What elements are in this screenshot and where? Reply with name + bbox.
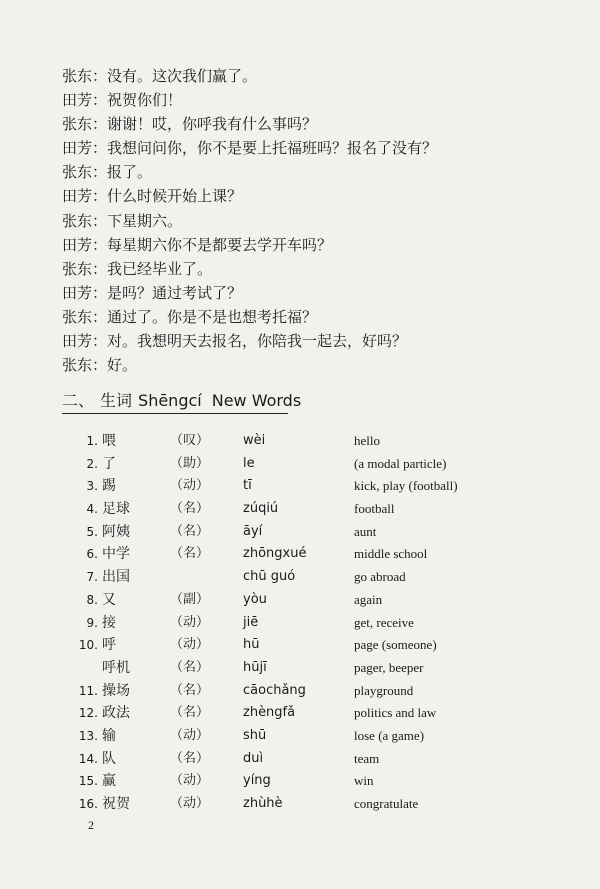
dialogue-line xyxy=(62,305,437,329)
vocab-english: lose (a game) xyxy=(354,727,425,743)
vocab-pos: （动） xyxy=(170,773,210,789)
dialogue-line xyxy=(62,329,437,353)
vocab-word: 输 xyxy=(102,727,116,744)
line-text: 谢谢！哎，你呼我有什么事吗？ xyxy=(107,115,318,134)
vocab-english: again xyxy=(354,591,383,607)
vocab-number: 9. xyxy=(86,615,98,630)
dialogue-line xyxy=(62,112,437,136)
line-text: 通过了。你是不是也想考托福？ xyxy=(107,307,318,326)
vocab-number: 6. xyxy=(86,547,98,562)
speaker: 张东： xyxy=(62,259,108,278)
line-text: 对。我想明天去报名，你陪我一起去，好吗？ xyxy=(107,332,408,351)
speaker: 张东： xyxy=(62,307,108,326)
vocab-number: 8. xyxy=(86,592,98,607)
vocab-pos: （动） xyxy=(170,614,210,630)
vocab-english: team xyxy=(354,750,380,766)
vocab-english: hello xyxy=(354,433,380,448)
vocab-word: 又 xyxy=(102,591,116,608)
section-title: 生词 xyxy=(100,391,133,410)
vocab-pinyin: āyí xyxy=(243,523,263,539)
vocab-word: 阿姨 xyxy=(102,523,130,540)
vocab-english: aunt xyxy=(354,523,377,539)
vocab-english: politics and law xyxy=(354,705,437,721)
vocab-number: 7. xyxy=(86,570,98,585)
vocab-number: 14. xyxy=(78,751,98,766)
vocab-english: middle school xyxy=(354,546,428,562)
vocab-english: page (someone) xyxy=(354,637,437,653)
dialogue-line xyxy=(62,184,437,208)
vocab-pinyin: chū guó xyxy=(243,569,296,585)
vocab-number: 11. xyxy=(78,683,98,698)
vocab-english: kick, play (football) xyxy=(354,478,458,494)
vocab-pos: （助） xyxy=(170,455,210,471)
vocab-pinyin: le xyxy=(243,455,255,471)
speaker: 张东： xyxy=(62,211,108,230)
line-text: 什么时候开始上课？ xyxy=(107,187,243,206)
dialogue-line xyxy=(62,136,437,160)
vocab-pinyin: zhōngxué xyxy=(243,546,307,562)
speaker: 田芳： xyxy=(62,283,108,302)
line-text: 我已经毕业了。 xyxy=(107,259,213,278)
page-number: 2 xyxy=(88,818,94,832)
vocab-pinyin: shū xyxy=(243,727,267,743)
vocab-pos: （名） xyxy=(170,750,210,766)
vocab-pinyin: zúqiú xyxy=(243,501,279,517)
vocab-pos: （动） xyxy=(170,478,210,494)
vocab-word: 呼机 xyxy=(102,659,130,676)
section-pinyin: Shēngcí xyxy=(138,391,202,410)
vocab-number: 2. xyxy=(86,456,98,471)
speaker: 张东： xyxy=(62,356,108,375)
vocab-word: 祝贺 xyxy=(102,796,130,812)
vocab-english: win xyxy=(354,773,374,789)
speaker: 张东： xyxy=(62,163,108,182)
vocab-english: pager, beeper xyxy=(354,659,424,675)
vocab-pos: （动） xyxy=(170,637,210,653)
vocab-word: 了 xyxy=(102,455,116,472)
vocab-pinyin: jiē xyxy=(243,614,259,630)
vocab-pos: （叹） xyxy=(170,433,210,448)
vocab-pinyin: zhèngfǎ xyxy=(243,705,296,721)
vocab-word: 呼 xyxy=(102,637,116,654)
vocab-word: 出国 xyxy=(102,569,130,586)
line-text: 报了。 xyxy=(107,163,153,182)
speaker: 田芳： xyxy=(62,187,108,206)
vocab-english: congratulate xyxy=(354,796,419,811)
vocab-english: (a modal particle) xyxy=(354,455,447,471)
vocab-pos: （副） xyxy=(170,591,210,607)
vocab-pinyin: yíng xyxy=(243,773,271,789)
vocab-word: 足球 xyxy=(102,501,130,518)
vocab-number: 4. xyxy=(86,502,98,517)
vocab-pinyin: zhùhè xyxy=(243,796,283,811)
vocab-english: go abroad xyxy=(354,569,406,585)
vocab-number: 3. xyxy=(86,479,98,494)
vocab-pinyin: yòu xyxy=(243,591,267,607)
vocab-number: 5. xyxy=(86,524,98,539)
vocab-word: 踢 xyxy=(102,478,116,495)
dialogue-line xyxy=(62,281,437,305)
dialogue-line xyxy=(62,257,437,281)
line-text: 我想问问你，你不是要上托福班吗？报名了没有？ xyxy=(107,139,438,158)
vocab-pinyin: wèi xyxy=(243,433,266,448)
vocab-word: 喂 xyxy=(102,433,116,449)
vocab-number: 10. xyxy=(78,638,98,653)
line-text: 下星期六。 xyxy=(107,211,183,230)
vocab-pos: （名） xyxy=(170,501,210,517)
speaker: 田芳： xyxy=(62,139,108,158)
line-text: 每星期六你不是都要去学开车吗？ xyxy=(107,235,333,254)
speaker: 田芳： xyxy=(62,332,108,351)
vocab-number: 15. xyxy=(78,774,98,789)
dialogue-line xyxy=(62,209,437,233)
vocab-pos: （名） xyxy=(170,659,210,675)
vocab-pinyin: cāochǎng xyxy=(243,682,306,698)
line-text: 是吗？通过考试了？ xyxy=(107,283,243,302)
vocab-pos: （动） xyxy=(170,796,210,811)
vocab-word: 接 xyxy=(102,614,116,631)
speaker: 张东： xyxy=(62,67,108,85)
dialogue-line xyxy=(62,64,437,88)
vocab-english: football xyxy=(354,501,395,517)
vocab-word: 中学 xyxy=(102,546,130,563)
vocab-english: get, receive xyxy=(354,614,414,630)
section-number: 二、 xyxy=(62,391,95,410)
vocab-word: 政法 xyxy=(102,705,130,722)
line-text: 没有。这次我们赢了。 xyxy=(107,67,258,85)
line-text: 祝贺你们！ xyxy=(107,91,183,110)
vocab-pinyin: hūjī xyxy=(243,659,267,675)
vocab-pinyin: tī xyxy=(243,478,252,494)
section-english: New Words xyxy=(211,391,302,410)
vocab-pos: （名） xyxy=(170,523,210,539)
vocab-pinyin: hū xyxy=(243,637,260,653)
vocab-word: 赢 xyxy=(102,773,116,790)
dialogue-line xyxy=(62,353,437,377)
dialogue-line xyxy=(62,233,437,257)
dialogue-line xyxy=(62,88,437,112)
vocab-pos: （动） xyxy=(170,727,210,743)
vocab-pos: （名） xyxy=(170,546,210,562)
vocab-word: 操场 xyxy=(102,682,130,699)
vocab-pos: （名） xyxy=(170,682,210,698)
section-heading xyxy=(62,388,302,414)
speaker: 张东： xyxy=(62,115,108,134)
dialogue-line xyxy=(62,160,437,184)
speaker: 田芳： xyxy=(62,235,108,254)
vocab-english: playground xyxy=(354,682,414,698)
vocab-number: 1. xyxy=(86,434,98,448)
dialogue xyxy=(62,64,437,377)
line-text: 好。 xyxy=(107,356,138,375)
vocab-pos: （名） xyxy=(170,705,210,721)
speaker: 田芳： xyxy=(62,91,108,110)
vocab-number: 13. xyxy=(78,728,98,743)
vocab-number: 16. xyxy=(78,797,98,811)
vocab-number: 12. xyxy=(78,706,98,721)
vocab-word: 队 xyxy=(102,750,116,767)
vocab-pinyin: duì xyxy=(243,750,264,766)
